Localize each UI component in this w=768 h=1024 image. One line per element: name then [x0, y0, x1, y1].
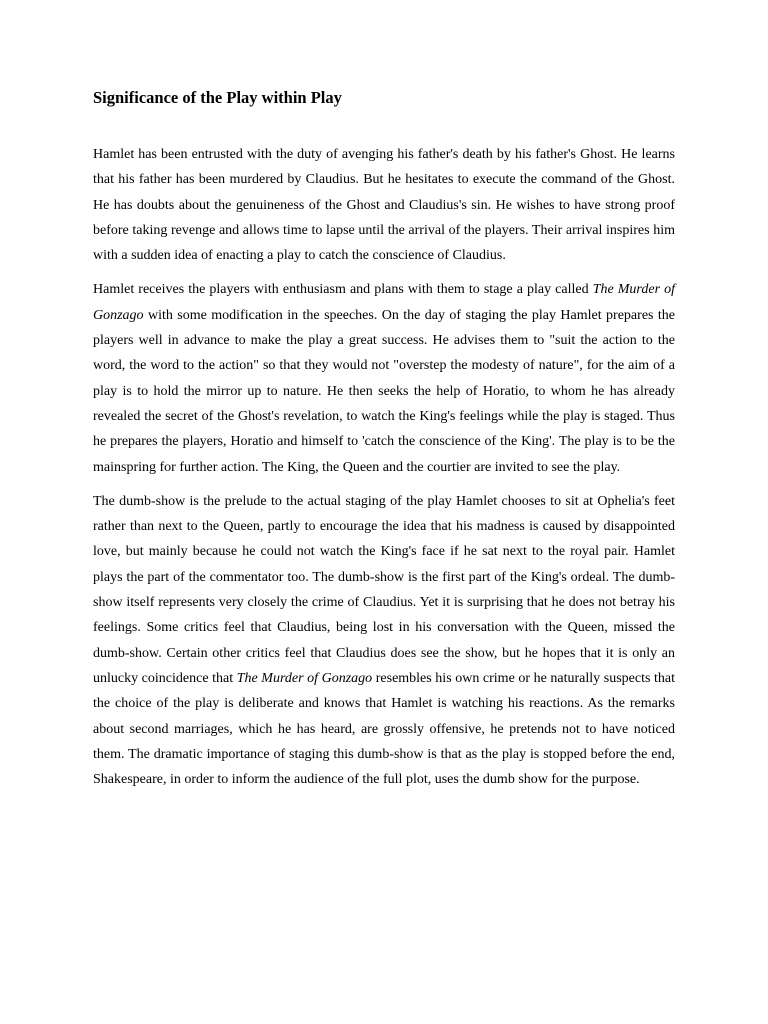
- paragraph-text: The dumb-show is the prelude to the actual staging of the play Hamlet chooses to sit at Ophelia's feet rather than next to the Queen, partly to encourage the idea that his madness is caused by disappointed love, but mainly because he could not watch the King's face if he sat next to the royal pair. Hamlet plays the part of the commentator too. The dumb-show is the first part of the King's ordeal. The dumb-show itself represents very closely the crime of Claudius. Yet it is surprising that he does not betray his feelings. Some critics feel that Claudius, being lost in his conversation with the Queen, missed the dumb-show. Certain other critics feel that Claudius does see the show, but he hopes that it is only an unlucky coincidence that: [93, 493, 675, 686]
- paragraph-text: Hamlet has been entrusted with the duty of avenging his father's death by his father's Ghost. He learns that his father has been murdered by Claudius. But he hesitates to execute the command of the Ghost. He has doubts about the genuineness of the Ghost and Claudius's sin. He wishes to have strong proof before taking revenge and allows time to lapse until the arrival of the players. Their arrival inspires him with a sudden idea of enacting a play to catch the conscience of Claudius.: [93, 147, 675, 264]
- paragraph: [93, 489, 675, 793]
- paragraph-text: with some modification in the speeches. On the day of staging the play Hamlet prepares the players well in advance to make the play a great success. He advises them to "suit the action to the word, the word to the action" so that they would not "overstep the modesty of nature", for the aim of a play is to hold the mirror up to nature. He then seeks the help of Horatio, to whom he has already revealed the secret of the Ghost's revelation, to watch the King's feelings while the play is staged. Thus he prepares the players, Horatio and himself to 'catch the conscience of the King'. The play is to be the mainspring for further action. The King, the Queen and the courtier are invited to see the play.: [93, 307, 675, 475]
- paragraph-text: Hamlet receives the players with enthusiasm and plans with them to stage a play called: [93, 282, 593, 298]
- document-page: [93, 86, 675, 801]
- document-body: [93, 142, 675, 792]
- paragraph: [93, 277, 675, 479]
- paragraph: [93, 142, 675, 268]
- play-title-italic: The Murder of Gonzago: [236, 670, 373, 686]
- paragraph-text: resembles his own crime or he naturally suspects that the choice of the play is deliberate and knows that Hamlet is watching his reactions. As the remarks about second marriages, which he has heard, are grossly offensive, he pretends not to have noticed them. The dramatic importance of staging this dumb-show is that as the play is stopped before the end, Shakespeare, in order to inform the audience of the full plot, uses the dumb show for the purpose.: [93, 670, 675, 788]
- play-title-italic: The Murder of Gonzago: [93, 282, 675, 323]
- document-title: Significance of the Play within Play: [93, 88, 342, 107]
